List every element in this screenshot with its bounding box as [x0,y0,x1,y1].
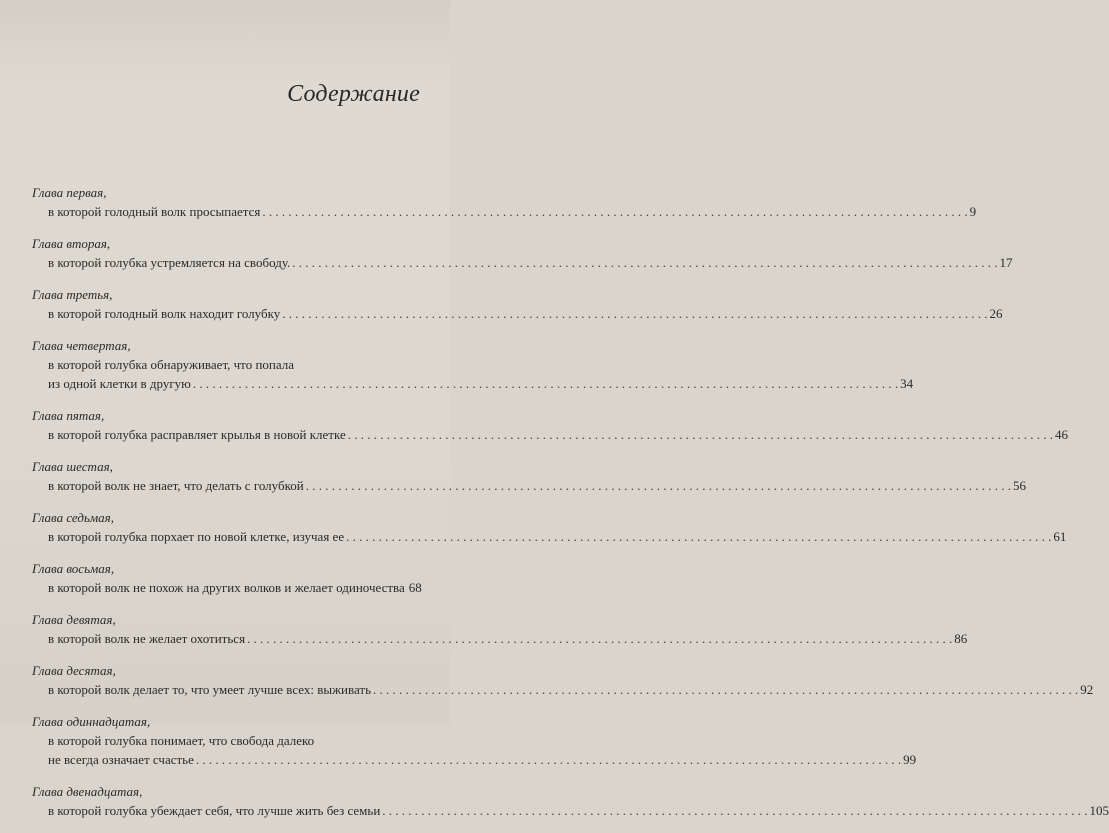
chapter-heading: Глава пятая, [32,408,105,423]
toc-entry [32,336,914,393]
page-number: 9 [969,204,977,219]
chapter-heading: Глава вторая, [32,236,111,251]
chapter-subtitle-line [32,629,968,648]
chapter-subtitle-line [32,731,418,750]
leader-dots [262,202,967,221]
page-number: 61 [1053,529,1067,544]
chapter-subtitle-line [32,476,1026,495]
chapter-subtitle: в которой голубка убеждает себя, что лучше жить без семьи [48,803,381,818]
chapter-heading: Глава десятая, [32,663,116,678]
page-number: 26 [989,306,1003,321]
chapter-heading: Глава девятая, [32,612,116,627]
chapter-subtitle-line [32,374,914,393]
chapter-subtitle-line [32,425,1068,444]
chapter-subtitle: в которой голодный волк находит голубку [48,306,281,321]
chapter-subtitle-line [32,202,977,221]
leader-dots [196,750,901,769]
chapter-subtitle: в которой голубка порхает по новой клетке, изучая ее [48,529,345,544]
chapter-subtitle: не всегда означает счастье [48,752,194,767]
page-number: 68 [408,580,422,595]
chapter-heading: Глава шестая, [32,459,113,474]
chapter-heading: Глава одиннадцатая, [32,714,151,729]
chapter-heading: Глава восьмая, [32,561,115,576]
toc-entry [32,610,968,648]
leader-dots [346,527,1051,546]
chapter-subtitle: в которой волк делает то, что умеет лучше всех: выживать [48,682,372,697]
toc-entry [32,661,1094,699]
chapter-subtitle: в которой голубка устремляется на свободу. [48,255,291,270]
leader-dots [348,425,1053,444]
toc-entry [32,508,1067,546]
leader-dots [292,253,997,272]
leader-dots [282,304,987,323]
toc-entry [32,712,917,769]
toc-entry [32,559,422,597]
chapter-subtitle: в которой голодный волк просыпается [48,204,261,219]
chapter-subtitle: в которой волк не желает охотиться [48,631,246,646]
chapter-subtitle: в которой волк не похож на других волков и желает одиночества [48,580,405,595]
chapter-subtitle-line [32,680,1094,699]
leader-dots [247,629,952,648]
chapter-subtitle: в которой волк не знает, что делать с голубкой [48,478,304,493]
chapter-subtitle-line [32,355,418,374]
chapter-subtitle: в которой голубка понимает, что свобода далеко [48,733,315,748]
leader-dots [193,374,898,393]
page-number: 34 [900,376,914,391]
page-number: 99 [903,752,917,767]
page-number: 17 [999,255,1013,270]
leader-dots [382,801,1087,820]
toc-entry [32,183,977,221]
chapter-subtitle: из одной клетки в другую [48,376,191,391]
chapter-subtitle: в которой голубка обнаруживает, что попала [48,357,294,372]
chapter-subtitle: в которой голубка расправляет крылья в новой клетке [48,427,346,442]
toc-entry [32,406,1068,444]
toc-entry [32,285,1003,323]
chapter-subtitle-line [32,750,917,769]
chapter-heading: Глава седьмая, [32,510,114,525]
chapter-heading: Глава первая, [32,185,107,200]
page-number: 56 [1012,478,1026,493]
chapter-subtitle-line [32,578,422,597]
chapter-subtitle-line [32,253,1013,272]
table-of-contents [32,183,1109,833]
toc-entry [32,457,1026,495]
page-number: 105 [1089,803,1109,818]
leader-dots [306,476,1011,495]
chapter-subtitle-line [32,801,1109,820]
page-number: 46 [1054,427,1068,442]
chapter-heading: Глава третья, [32,287,113,302]
toc-entry [32,782,1109,820]
leader-dots [373,680,1078,699]
page-title: Содержание [287,81,420,107]
page-number: 86 [954,631,968,646]
page-number: 92 [1080,682,1094,697]
toc-entry [32,234,1013,272]
chapter-heading: Глава четвертая, [32,338,131,353]
chapter-heading: Глава двенадцатая, [32,784,143,799]
chapter-subtitle-line [32,304,1003,323]
chapter-subtitle-line [32,527,1067,546]
